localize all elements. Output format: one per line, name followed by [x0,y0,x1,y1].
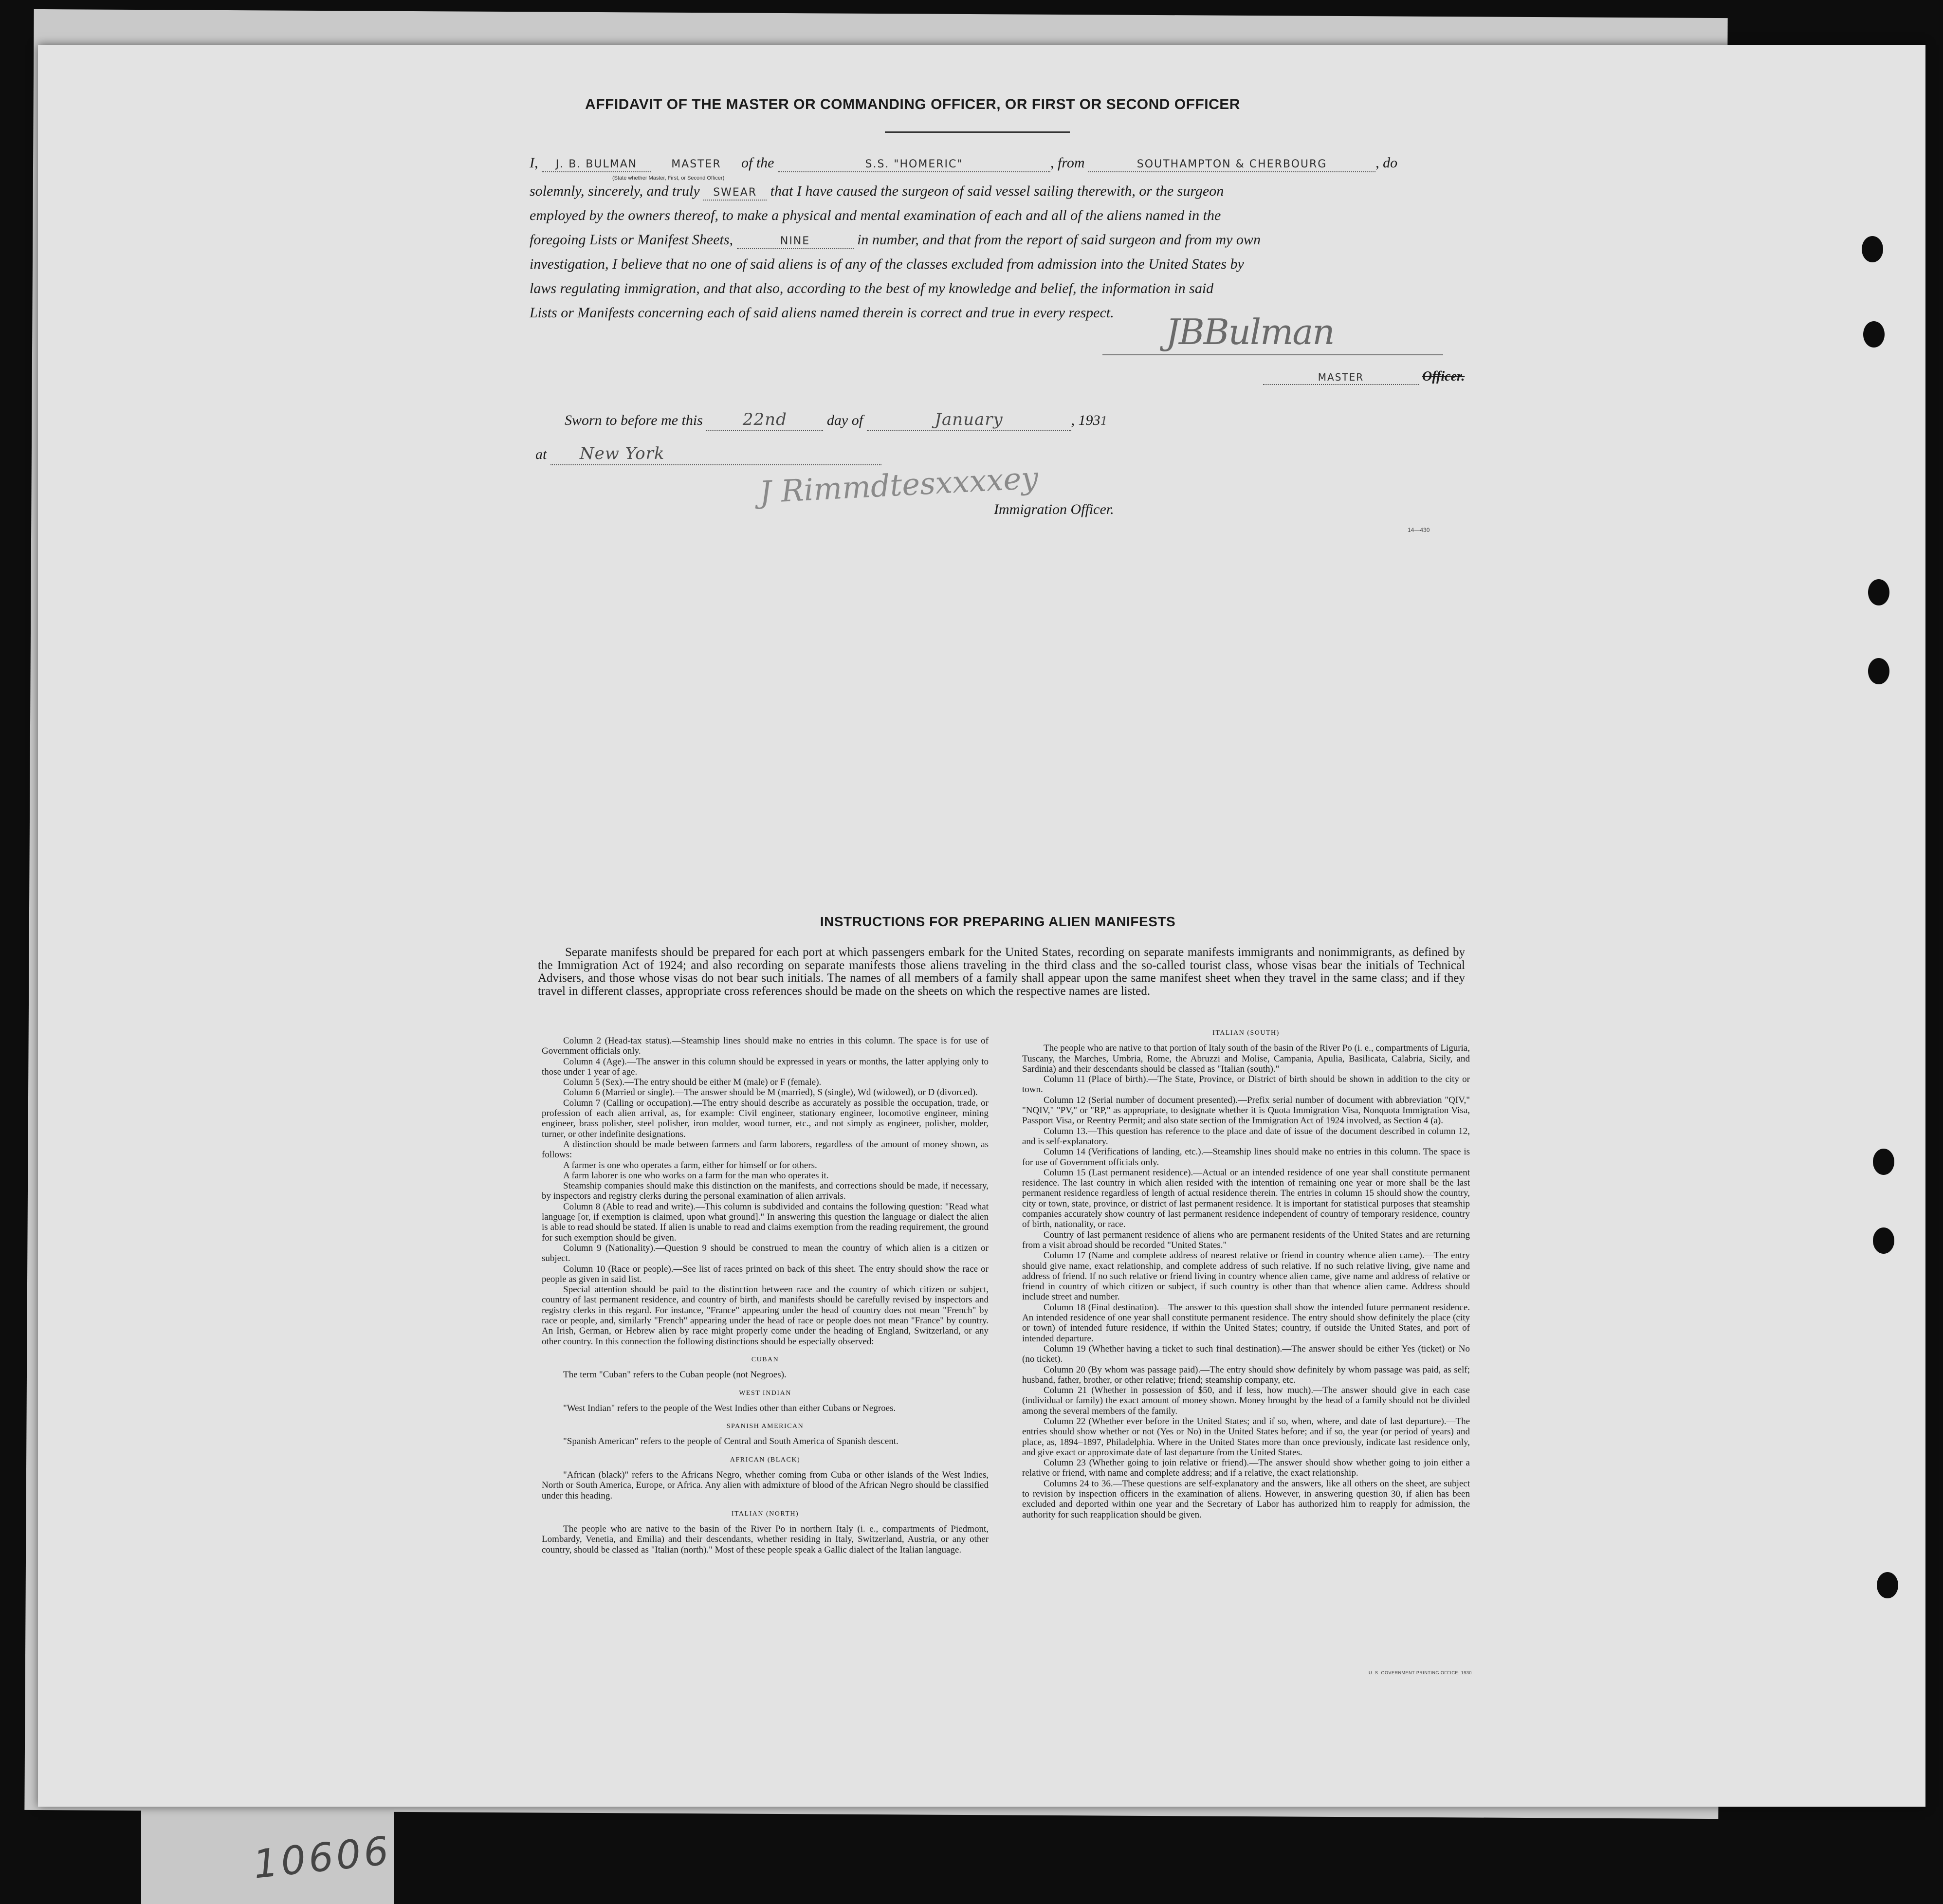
sworn-day-field: 22nd [706,410,823,431]
signer-rank-field: MASTER [1263,371,1419,385]
section-heading: WEST INDIAN [739,1389,791,1397]
section-heading: ITALIAN (SOUTH) [1212,1029,1280,1037]
signature-line [1102,354,1443,355]
immigration-officer-label: Immigration Officer. [994,501,1114,517]
instruction-paragraph: Special attention should be paid to the distinction between race and the country of which citizen or subject, country of last permanent residence, and country of birth, and manifests should be carefully revised by inspectors and registry clerks in this regard. For instance, "France" appearing under the head of country does not mean "French" by race or people, and, similarly "French" appearing under the head of race or people does not mean "France" by country. An Irish, German, or Hebrew alien by race might properly come under the heading of England, Switzerland, or any other country. In this connection the following distinctions should be especially observed: [542,1284,989,1347]
instruction-paragraph: Column 11 (Place of birth).—The State, Province, or District of birth should be shown in addition to the city or town. [1022,1074,1470,1095]
instructions-intro: Separate manifests should be prepared for each port at which passengers embark for the United States, recording on separate manifests immigrants and nonimmigrants, as defined by the Immigration Act of 1924; and also recording on separate manifests those aliens traveling in the third class and the so-called tourist class, whose visas bear the initials of Technical Advisers, and those whose visas do not bear such initials. The names of all members of a family shall appear upon the same manifest sheet when they travel in the same class; and if they travel in different classes, appropriate cross references should be made on the sheets on which the respective names are listed. [538,946,1465,998]
instruction-paragraph: Column 7 (Calling or occupation).—The entry should describe as accurately as possible the occupation, trade, or profession of each alien arrival, as, for example: Civil engineer, stationary engineer, locomotive engineer, mining engineer, brass polisher, steel polisher, iron molder, wood turner, etc., and not simply as engineer, polisher, molder, turner, or other indefinite designations. [542,1098,989,1139]
section-heading: AFRICAN (BLACK) [730,1456,801,1464]
officer-title-line: MASTER Officer. [1263,369,1465,385]
instruction-paragraph: Column 15 (Last permanent residence).—Actual or an intended residence of one year shall constitute permanent residence. The last country in which alien resided with the intention of remaining one year or more shall be the last permanent residence regardless of length of actual residence therein. The entries in column 15 should show the country, city or town, state, province, or district of last permanent residence. It is important for statistical purposes that steamship companies accurately show country of last permanent residence independent of country of temporary residence, country of birth, nationality, or race. [1022,1167,1470,1230]
instruction-paragraph: The people who are native to that portion of Italy south of the basin of the River Po (i. e., compartments of Liguria, Tuscany, the Marches, Umbria, Rome, the Abruzzi and Molise, Campania, Apulia, Basilicata, Calabria, Sicily, and Sardinia) and their descendants should be classed as "Italian (south)." [1022,1043,1470,1074]
affidavit-line-6: laws regulating immigration, and that also, according to the best of my knowledge and belief, the information in said [530,280,1214,296]
form-number: 14—430 [1408,527,1430,533]
instructions-title: INSTRUCTIONS FOR PREPARING ALIEN MANIFESTS [820,914,1176,929]
title-divider [885,131,1070,133]
instruction-paragraph: Country of last permanent residence of aliens who are permanent residents of the United States and are returning from a visit abroad should be recorded "United States." [1022,1229,1470,1250]
section-heading: CUBAN [751,1355,779,1363]
instruction-paragraph: "African (black)" refers to the Africans Negro, whether coming from Cuba or other islands of the West Indies, North or South America, Europe, or Africa. Any alien with admixture of blood of the African Negro should be classified under this heading. [542,1469,989,1501]
instruction-paragraph: The term "Cuban" refers to the Cuban people (not Negroes). [563,1370,787,1380]
sworn-place-field: New York [550,444,881,465]
manuscript-number: 10606 [251,1828,394,1887]
section-heading: SPANISH AMERICAN [726,1423,804,1430]
affidavit-line-3: employed by the owners thereof, to make a physical and mental examination of each and all of the aliens named in the [530,207,1221,223]
sworn-place-line: at New York [535,444,881,465]
instruction-paragraph: Column 22 (Whether ever before in the United States; and if so, when, where, and date of last departure).—The entries should show whether or not (Yes or No) in the United States before; and if so, the year (or period of years) and place, as, 1894–1897, Philadelphia. Where in the United States more than once previously, indicate last residence only, and give exact or approximate date of last departure from the United States. [1022,1416,1470,1458]
instruction-paragraph: Column 8 (Able to read and write).—This column is subdivided and contains the following question: "Read what language [or, if exemption is claimed, upon what ground]." In answering this question the language or dialect the alien is able to read should be stated. If alien is unable to read and claims exemption from the reading requirement, the ground for such exemption should be given. [542,1201,989,1243]
instructions-right-column [1022,1028,1470,1520]
instruction-paragraph: "Spanish American" refers to the people of Central and South America of Spanish descent. [563,1436,898,1447]
affidavit-line-1: I, J. B. BULMAN MASTER of the S.S. "HOMERIC" , from SOUTHAMPTON & CHERBOURG , do [530,155,1397,172]
instruction-paragraph: A distinction should be made between farmers and farm laborers, regardless of the amount of money shown, as follows: [542,1139,989,1160]
instruction-paragraph: A farmer is one who operates a farm, either for himself or for others. [563,1160,817,1171]
instruction-paragraph: Column 20 (By whom was passage paid).—The entry should show definitely by whom passage was paid, as self; husband, father, brother, or other relative; friend; steamship company, etc. [1022,1364,1470,1385]
sworn-year-field: 1 [1100,414,1108,428]
instruction-paragraph: Column 4 (Age).—The answer in this column should be expressed in years or months, the latter applying only to those under 1 year of age. [542,1056,989,1077]
affidavit-line-2: solemnly, sincerely, and truly SWEAR that I have caused the surgeon of said vessel sailing therewith, or the surgeon [530,183,1224,201]
punch-hole-icon [1862,236,1883,262]
affidavit-line-4: foregoing Lists or Manifest Sheets, NINE in number, and that from the report of said surgeon and from my own [530,232,1261,249]
punch-hole-icon [1863,321,1885,348]
punch-hole-icon [1868,579,1889,605]
sworn-line: Sworn to before me this 22nd day of January , 1931 [565,410,1108,431]
instruction-paragraph: A farm laborer is one who works on a farm for the man who operates it. [563,1170,829,1181]
state-note: (State whether Master, First, or Second Officer) [612,175,725,181]
section-heading: ITALIAN (NORTH) [731,1510,799,1518]
officer-name-field: J. B. BULMAN [542,158,651,172]
affidavit-title: AFFIDAVIT OF THE MASTER OR COMMANDING OFFICER, OR FIRST OR SECOND OFFICER [585,96,1240,112]
instruction-paragraph: "West Indian" refers to the people of the West Indies other than either Cubans or Negroes. [563,1403,896,1413]
officer-rank-field: MASTER [671,158,721,170]
instruction-paragraph: Column 18 (Final destination).—The answer to this question shall show the intended future permanent residence. An intended residence of one year shall constitute permanent residence. The entry should show definitely the place (city or town) of intended future residence, if within the United States; country, if outside the United States, and port of intended departure. [1022,1302,1470,1344]
instruction-paragraph: Column 10 (Race or people).—See list of races printed on back of this sheet. The entry should show the race or people as given in said list. [542,1263,989,1284]
instruction-paragraph: Steamship companies should make this distinction on the manifests, and corrections should be made, if necessary, by inspectors and registry clerks during the personal examination of alien arrivals. [542,1181,989,1202]
instruction-paragraph: Column 12 (Serial number of document presented).—Prefix serial number of document with abbreviation "QIV," "NQIV," "PV," or "RP," as appropriate, to designate whether it is Quota Immigration Visa, Nonquota Immigration Visa, Passport Visa, or Reentry Permit; and also state section of the Immigration Act of 1924 involved, as Section 4 (a). [1022,1095,1470,1126]
vessel-field: S.S. "HOMERIC" [778,158,1050,172]
instruction-paragraph: Column 14 (Verifications of landing, etc.).—Steamship lines should make no entries in this column. The space is for use of Government officials only. [1022,1147,1470,1168]
instruction-paragraph: Column 19 (Whether having a ticket to such final destination).—The answer should be either Yes (ticket) or No (no ticket). [1022,1343,1470,1365]
instruction-paragraph: Column 17 (Name and complete address of nearest relative or friend in country whence alien came).—The entry should give name, exact relationship, and complete address of such relative. If no such relative living, give name and address of friend. If no such relative or friend living in country whence alien came, give name and address of relative or friend in country of which citizen or subject, if such country is other than that whence alien came. Address should include street and number. [1022,1250,1470,1302]
sheet-count-field: NINE [737,235,854,249]
instruction-paragraph: Column 9 (Nationality).—Question 9 should be construed to mean the country of which alien is a citizen or subject. [542,1243,989,1264]
affidavit-line-5: investigation, I believe that no one of said aliens is of any of the classes excluded from admission into the United States by [530,256,1244,272]
instruction-paragraph: Column 13.—This question has reference to the place and date of issue of the document described in column 12, and is self-explanatory. [1022,1126,1470,1147]
punch-hole-icon [1873,1149,1894,1175]
port-field: SOUTHAMPTON & CHERBOURG [1088,158,1375,172]
punch-hole-icon [1877,1572,1898,1598]
affidavit-line-7: Lists or Manifests concerning each of said aliens named therein is correct and true in every respect. [530,305,1114,321]
punch-hole-icon [1868,658,1889,684]
printing-office-note: U. S. GOVERNMENT PRINTING OFFICE: 1930 [1369,1670,1472,1675]
instruction-paragraph: Column 23 (Whether going to join relative or friend).—The answer should show whether going to join either a relative or friend, with name and complete address; and if a relative, the exact relationship. [1022,1458,1470,1479]
instruction-paragraph: Column 5 (Sex).—The entry should be either M (male) or F (female). [563,1077,822,1088]
instruction-paragraph: Columns 24 to 36.—These questions are self-explanatory and the answers, like all others on the sheet, are subject to revision by inspection officers in the examination of aliens. However, in answering question 30, if alien has been excluded and deported within one year and the Secretary of Labor has authorized him to reapply for admission, the authority for such reapplication should be given. [1022,1478,1470,1520]
sworn-month-field: January [867,410,1071,431]
instruction-paragraph: Column 21 (Whether in possession of $50, and if less, how much).—The answer should give in each case (individual or family) the exact amount of money shown. Money brought by the head of a family should not be divided among the several members of the family. [1022,1385,1470,1416]
instruction-paragraph: Column 2 (Head-tax status).—Steamship lines should make no entries in this column. The space is for use of Government officials only. [542,1036,989,1057]
oath-field: SWEAR [703,186,767,201]
instructions-left-column [542,1036,989,1555]
instruction-paragraph: The people who are native to the basin of the River Po in northern Italy (i. e., compartments of Piedmont, Lombardy, Venetia, and Emilia) and their descendants, whether residing in Italy, Switzerland, Austria, or any other country, should be classed as "Italian (north)." Most of these people speak a Gallic dialect of the Italian language. [542,1524,989,1555]
master-signature: JBBulman [1166,311,1334,352]
immigration-signature: J Rimmdtesxxxxey [758,460,1039,510]
punch-hole-icon [1873,1227,1894,1254]
instruction-paragraph: Column 6 (Married or single).—The answer should be M (married), S (single), Wd (widowed), or D (divorced). [563,1087,978,1098]
